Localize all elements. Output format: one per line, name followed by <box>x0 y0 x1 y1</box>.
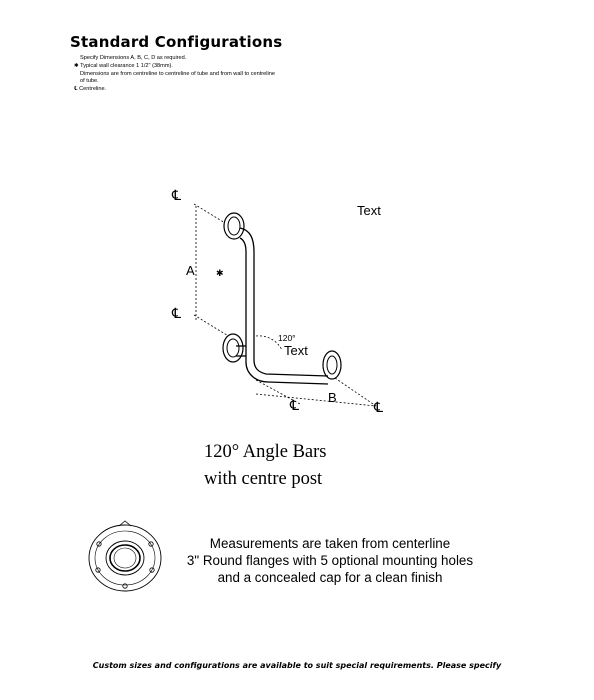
note-dimensions: Dimensions are from centreline to centreline of tube and from wall to centreline of tube. <box>80 71 275 85</box>
centreline-symbol-bottom-right: ℄ <box>374 400 383 416</box>
mounting-holes <box>96 542 154 588</box>
measurement-note-1: Measurements are taken from centerline <box>209 536 451 551</box>
centreline-symbol-middle: ℄ <box>172 306 181 322</box>
page-title: Standard Configurations <box>70 33 283 51</box>
grab-bar-tube <box>236 228 328 384</box>
right-flange <box>323 351 341 379</box>
measurement-note-3: and a concealed cap for a clean finish <box>217 570 443 585</box>
centreline-symbol-top: ℄ <box>172 188 181 204</box>
angle-label: 120° <box>278 333 296 343</box>
wall-clearance-star: ✱ <box>216 269 224 279</box>
caption-title: 120° Angle Bars <box>204 442 327 462</box>
centreline-symbol-bottom-left: ℄ <box>290 398 299 414</box>
flange-inner-ring <box>106 541 144 575</box>
dimension-b-label: B <box>328 390 337 405</box>
top-flange <box>224 213 244 239</box>
note-centreline: ℄ Centreline. <box>74 86 107 92</box>
text-label-1: Text <box>357 203 381 218</box>
bottom-flange <box>223 334 243 362</box>
measurement-note-2: 3" Round flanges with 5 optional mounting holes <box>186 553 474 568</box>
text-label-2: Text <box>284 343 308 358</box>
note-wall-clearance: ✱ Typical wall clearance 1 1/2" (38mm). <box>74 63 173 69</box>
footer-note: Custom sizes and configurations are available to suit special requirements. Please specify <box>92 661 502 670</box>
angle-bar-drawing <box>160 180 420 430</box>
caption-subtitle: with centre post <box>204 469 323 489</box>
note-specify: Specify Dimensions A, B, C, D as required. <box>80 55 187 61</box>
dimension-a-label: A <box>186 263 195 278</box>
dimension-lines <box>194 204 376 406</box>
